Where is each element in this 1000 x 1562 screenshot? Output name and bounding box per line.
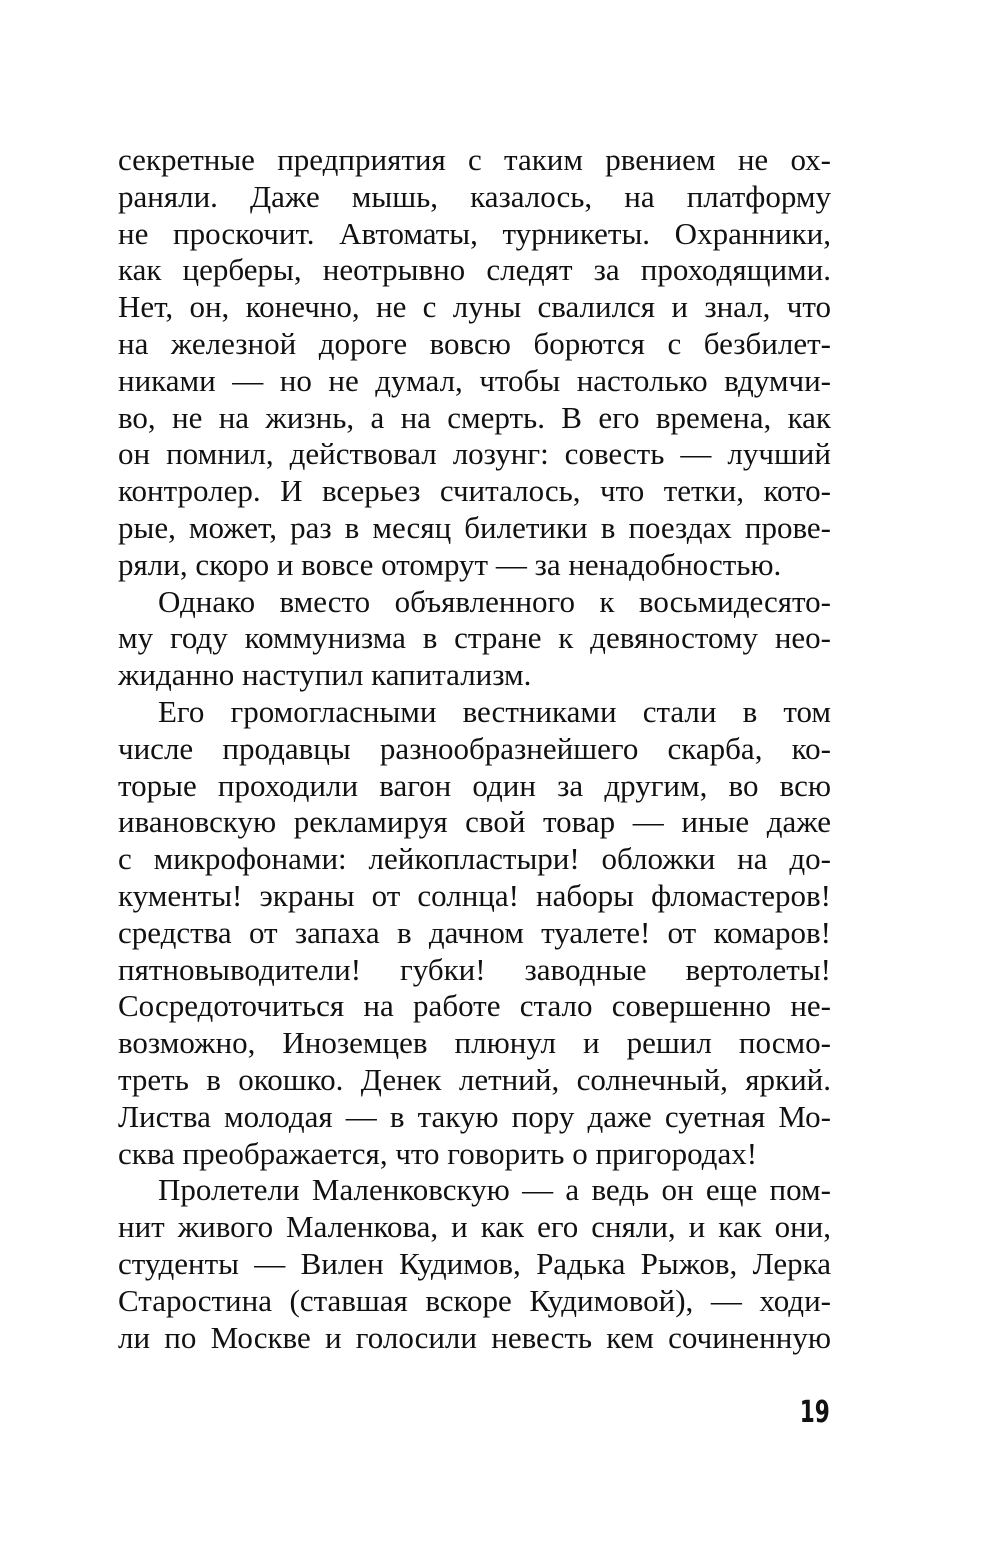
text-line: не проскочит. Автоматы, турникеты. Охранники, [118, 215, 831, 251]
text-line: секретные предприятия с таким рвением не ох- [118, 142, 831, 177]
body-text [118, 142, 831, 1356]
text-line: Однако вместо объявленного к восьмидесято- [158, 583, 831, 619]
text-line: никами — но не думал, чтобы настолько вдумчи- [118, 362, 831, 398]
text-line: Нет, он, конечно, не с луны свалился и знал, что [118, 289, 831, 325]
text-line: студенты — Вилен Кудимов, Радька Рыжов, Лерка [118, 1245, 831, 1281]
text-line: торые проходили вагон один за другим, во всю [118, 767, 831, 803]
paragraph [118, 1172, 831, 1356]
text-line: пятновыводители! губки! заводные вертолеты! [118, 951, 831, 987]
text-line: ли по Москве и голосили невесть кем сочиненную [118, 1319, 831, 1355]
paragraph [118, 142, 831, 584]
text-line: с микрофонами: лейкопластыри! обложки на до- [118, 841, 831, 877]
text-line: жиданно наступил капитализм. [118, 657, 532, 693]
text-line: Старостина (ставшая вскоре Кудимовой), — ходи- [118, 1282, 831, 1318]
paragraph [118, 694, 831, 1172]
text-line: числе продавцы разнообразнейшего скарба, ко- [118, 730, 831, 766]
text-line: нит живого Маленкова, и как его сняли, и как они, [118, 1209, 831, 1245]
text-line: на железной дороге вовсю борются с безбилет- [118, 325, 831, 361]
text-line: Сосредоточиться на работе стало совершенно не- [118, 988, 831, 1024]
text-line: треть в окошко. Денек летний, солнечный, яркий. [118, 1061, 831, 1097]
text-line: Листва молодая — в такую пору даже суетная Мо- [118, 1098, 831, 1134]
text-line: сква преображается, что говорить о пригородах! [118, 1135, 758, 1171]
text-line: во, не на жизнь, а на смерть. В его времена, как [118, 399, 831, 435]
text-line: средства от запаха в дачном туалете! от комаров! [118, 914, 831, 950]
text-line: ряли, скоро и вовсе отомрут — за ненадобностью. [118, 546, 782, 582]
text-line: Его громогласными вестниками стали в том [158, 693, 831, 729]
text-line: Пролетели Маленковскую — а ведь он еще пом- [158, 1172, 831, 1208]
text-line: ивановскую рекламируя свой товар — иные даже [118, 804, 831, 840]
paragraph [118, 584, 831, 694]
text-line: раняли. Даже мышь, казалось, на платформу [118, 178, 831, 214]
text-line: возможно, Иноземцев плюнул и решил посмо- [118, 1025, 831, 1061]
text-line: как церберы, неотрывно следят за проходящими. [118, 252, 831, 288]
text-line: он помнил, действовал лозунг: совесть — лучший [118, 436, 831, 472]
text-line: му году коммунизма в стране к девяностому нео- [118, 620, 831, 656]
text-line: кументы! экраны от солнца! наборы фломастеров! [118, 877, 831, 913]
text-line: рые, может, раз в месяц билетики в поездах прове- [118, 509, 831, 545]
page-number: 19 [799, 1395, 830, 1430]
text-line: контролер. И всерьез считалось, что тетки, кото- [118, 473, 831, 509]
